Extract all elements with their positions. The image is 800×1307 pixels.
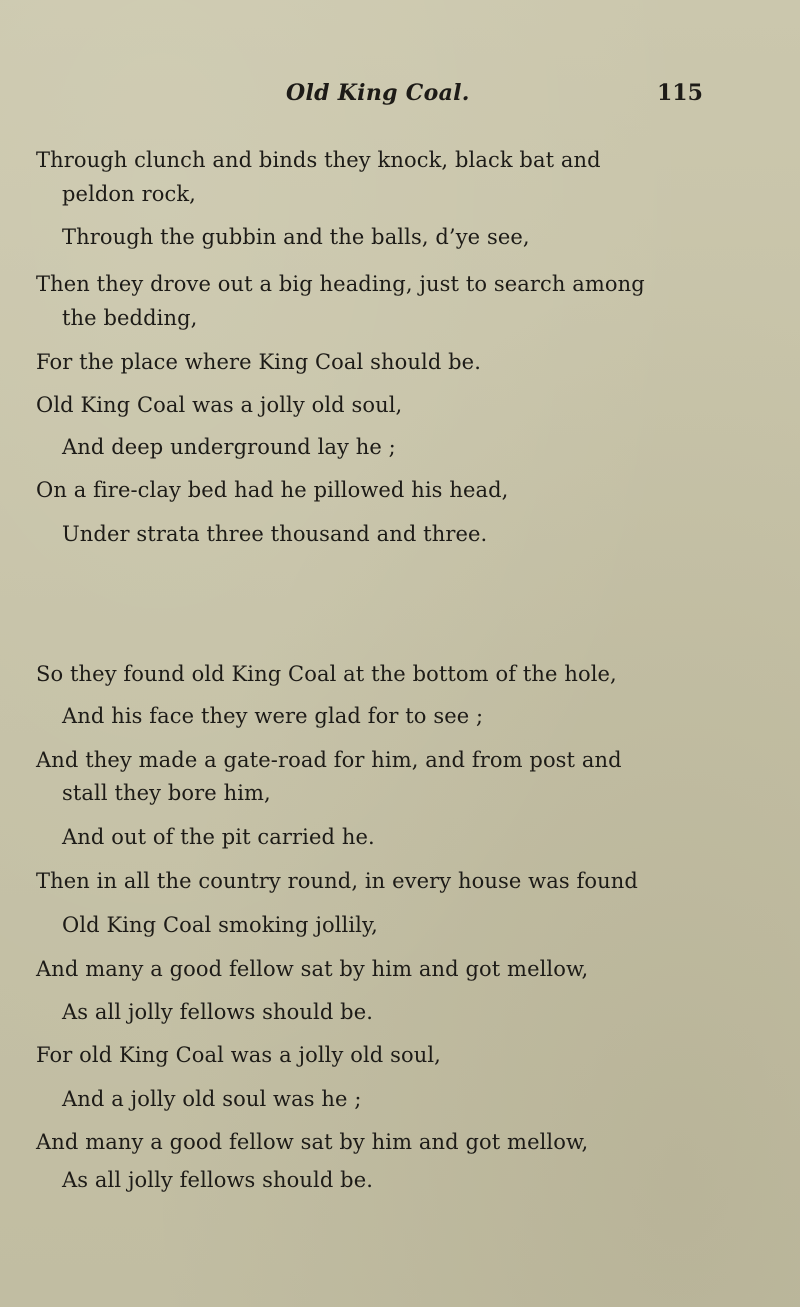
verse-line: And out of the pit carried he. (62, 825, 375, 849)
page-header (0, 76, 800, 116)
verse-line: Old King Coal smoking jollily, (62, 913, 378, 937)
page-number: 115 (657, 80, 703, 106)
verse-line: stall they bore him, (62, 781, 271, 805)
verse-line: So they found old King Coal at the bottom of the hole, (36, 662, 617, 686)
verse-line: And many a good fellow sat by him and got mellow, (36, 1130, 589, 1154)
verse-line: As all jolly fellows should be. (62, 1168, 374, 1192)
verse-line: On a fire-clay bed had he pillowed his head, (36, 478, 509, 502)
verse-line: And they made a gate-road for him, and from post and (36, 748, 622, 772)
verse-line: For old King Coal was a jolly old soul, (36, 1043, 441, 1067)
verse-line: And deep underground lay he ; (62, 435, 396, 459)
verse-line: Under strata three thousand and three. (62, 522, 488, 546)
verse-line: As all jolly fellows should be. (62, 1000, 374, 1024)
verse-line: Then in all the country round, in every house was found (36, 869, 638, 893)
running-title: Old King Coal. (286, 80, 470, 106)
verse-line: Then they drove out a big heading, just to search among (36, 272, 645, 296)
verse-line: the bedding, (62, 306, 198, 330)
verse-line: And many a good fellow sat by him and got mellow, (36, 957, 589, 981)
verse-line: And a jolly old soul was he ; (62, 1087, 362, 1111)
verse-line: Old King Coal was a jolly old soul, (36, 393, 403, 417)
verse-line: For the place where King Coal should be. (36, 350, 481, 374)
verse-line: Through the gubbin and the balls, d’ye see, (62, 225, 530, 249)
verse-line: And his face they were glad for to see ; (62, 704, 484, 728)
verse-line: Through clunch and binds they knock, black bat and (36, 148, 601, 172)
verse-line: peldon rock, (62, 182, 196, 206)
